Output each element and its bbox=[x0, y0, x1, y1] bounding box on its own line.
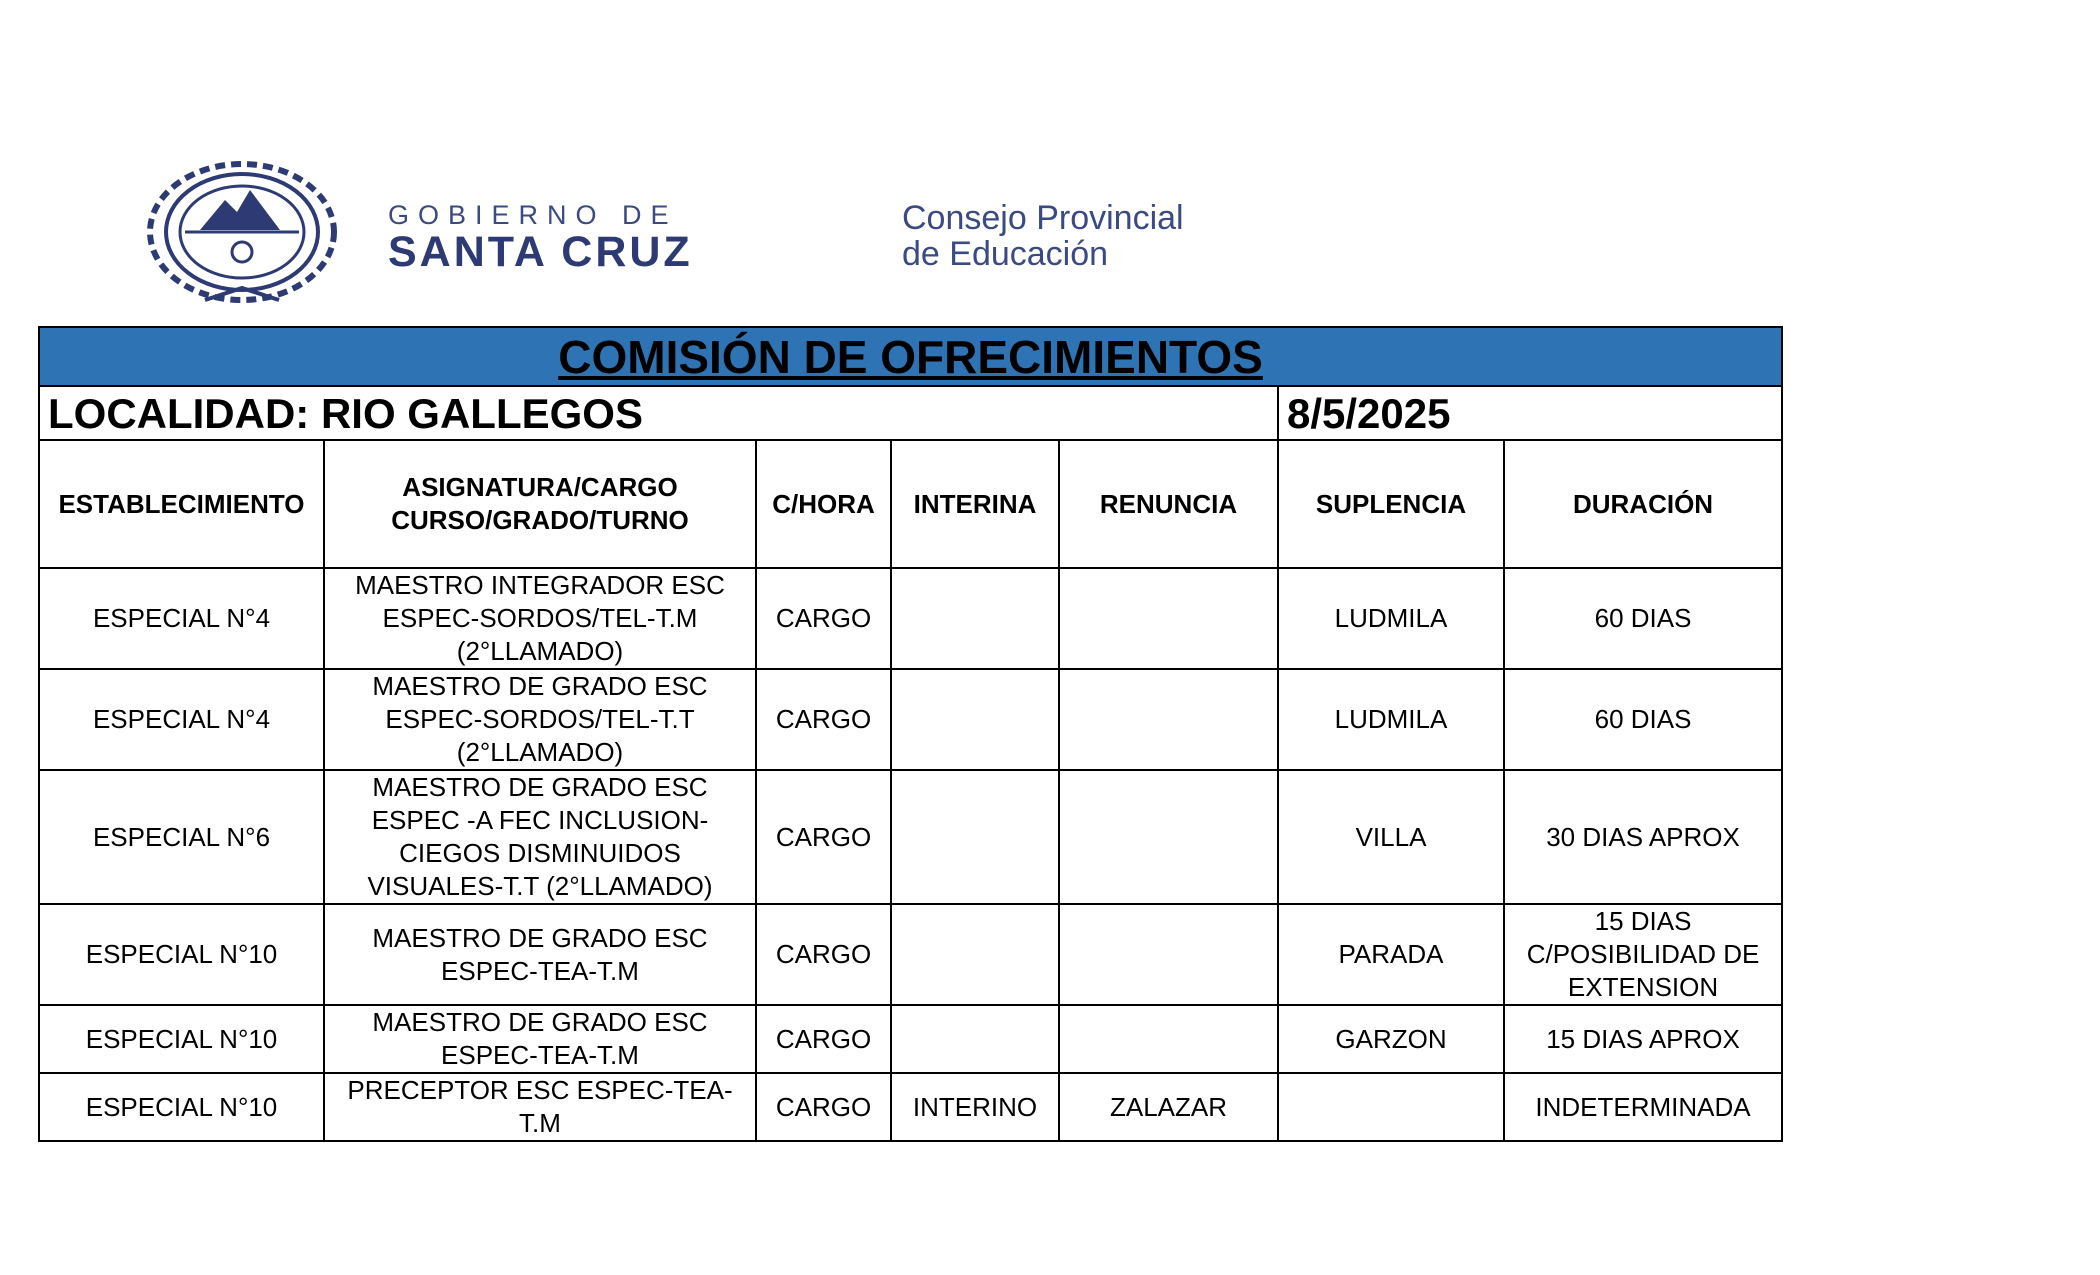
cell-duracion: INDETERMINADA bbox=[1504, 1073, 1782, 1141]
cell-chora: CARGO bbox=[756, 1073, 891, 1141]
col-header-suplencia: SUPLENCIA bbox=[1278, 440, 1504, 568]
cell-chora: CARGO bbox=[756, 669, 891, 770]
cell-duracion: 30 DIAS APROX bbox=[1504, 770, 1782, 904]
offers-table bbox=[38, 326, 1783, 1142]
cell-chora: CARGO bbox=[756, 770, 891, 904]
document-header bbox=[145, 160, 1345, 310]
cell-suplencia: LUDMILA bbox=[1278, 669, 1504, 770]
cell-asignatura: PRECEPTOR ESC ESPEC-TEA-T.M bbox=[324, 1073, 756, 1141]
council-wordmark bbox=[902, 200, 1184, 272]
table-row bbox=[39, 669, 1782, 770]
cell-interina bbox=[891, 568, 1059, 669]
cell-asignatura: MAESTRO DE GRADO ESC ESPEC-SORDOS/TEL-T.T (2°LLAMADO) bbox=[324, 669, 756, 770]
cell-renuncia bbox=[1059, 568, 1278, 669]
cell-asignatura: MAESTRO INTEGRADOR ESC ESPEC-SORDOS/TEL-T.M (2°LLAMADO) bbox=[324, 568, 756, 669]
col-header-duracion: DURACIÓN bbox=[1504, 440, 1782, 568]
cell-chora: CARGO bbox=[756, 568, 891, 669]
table-row bbox=[39, 568, 1782, 669]
cell-duracion: 15 DIAS C/POSIBILIDAD DE EXTENSION bbox=[1504, 904, 1782, 1005]
cell-suplencia bbox=[1278, 1073, 1504, 1141]
cell-asignatura: MAESTRO DE GRADO ESC ESPEC-TEA-T.M bbox=[324, 1005, 756, 1073]
cell-interina bbox=[891, 1005, 1059, 1073]
cell-renuncia: ZALAZAR bbox=[1059, 1073, 1278, 1141]
date-label: 8/5/2025 bbox=[1278, 386, 1782, 440]
government-line2: SANTA CRUZ bbox=[388, 228, 693, 276]
cell-renuncia bbox=[1059, 770, 1278, 904]
cell-asignatura: MAESTRO DE GRADO ESC ESPEC -A FEC INCLUSION-CIEGOS DISMINUIDOS VISUALES-T.T (2°LLAMADO) bbox=[324, 770, 756, 904]
table-row bbox=[39, 1005, 1782, 1073]
cell-interina bbox=[891, 904, 1059, 1005]
cell-establecimiento: ESPECIAL N°10 bbox=[39, 904, 324, 1005]
cell-interina: INTERINO bbox=[891, 1073, 1059, 1141]
title-cell bbox=[39, 327, 1782, 386]
cell-suplencia: LUDMILA bbox=[1278, 568, 1504, 669]
cell-chora: CARGO bbox=[756, 904, 891, 1005]
province-seal-logo bbox=[145, 160, 340, 310]
cell-suplencia: GARZON bbox=[1278, 1005, 1504, 1073]
cell-asignatura: MAESTRO DE GRADO ESC ESPEC-TEA-T.M bbox=[324, 904, 756, 1005]
cell-renuncia bbox=[1059, 904, 1278, 1005]
cell-establecimiento: ESPECIAL N°10 bbox=[39, 1073, 324, 1141]
col-header-interina: INTERINA bbox=[891, 440, 1059, 568]
cell-establecimiento: ESPECIAL N°4 bbox=[39, 669, 324, 770]
cell-interina bbox=[891, 770, 1059, 904]
cell-interina bbox=[891, 669, 1059, 770]
col-header-renuncia: RENUNCIA bbox=[1059, 440, 1278, 568]
table-row bbox=[39, 1073, 1782, 1141]
cell-renuncia bbox=[1059, 669, 1278, 770]
cell-establecimiento: ESPECIAL N°6 bbox=[39, 770, 324, 904]
council-line2: de Educación bbox=[902, 235, 1109, 273]
col-header-asignatura-line1: ASIGNATURA/CARGO bbox=[402, 472, 678, 502]
cell-chora: CARGO bbox=[756, 1005, 891, 1073]
cell-duracion: 15 DIAS APROX bbox=[1504, 1005, 1782, 1073]
cell-duracion: 60 DIAS bbox=[1504, 669, 1782, 770]
col-header-asignatura-line2: CURSO/GRADO/TURNO bbox=[391, 505, 689, 535]
cell-establecimiento: ESPECIAL N°10 bbox=[39, 1005, 324, 1073]
cell-duracion: 60 DIAS bbox=[1504, 568, 1782, 669]
col-header-establecimiento: ESTABLECIMIENTO bbox=[39, 440, 324, 568]
cell-renuncia bbox=[1059, 1005, 1278, 1073]
table-row bbox=[39, 904, 1782, 1005]
table-row bbox=[39, 770, 1782, 904]
council-line1: Consejo Provincial bbox=[902, 199, 1184, 237]
cell-suplencia: VILLA bbox=[1278, 770, 1504, 904]
cell-establecimiento: ESPECIAL N°4 bbox=[39, 568, 324, 669]
government-wordmark bbox=[388, 200, 693, 274]
col-header-asignatura bbox=[324, 440, 756, 568]
locality-label: LOCALIDAD: RIO GALLEGOS bbox=[39, 386, 1278, 440]
col-header-chora: C/HORA bbox=[756, 440, 891, 568]
page-title: COMISIÓN DE OFRECIMIENTOS bbox=[558, 330, 1263, 383]
table-header-row bbox=[39, 440, 1782, 568]
government-line1: GOBIERNO DE bbox=[388, 200, 678, 230]
cell-suplencia: PARADA bbox=[1278, 904, 1504, 1005]
